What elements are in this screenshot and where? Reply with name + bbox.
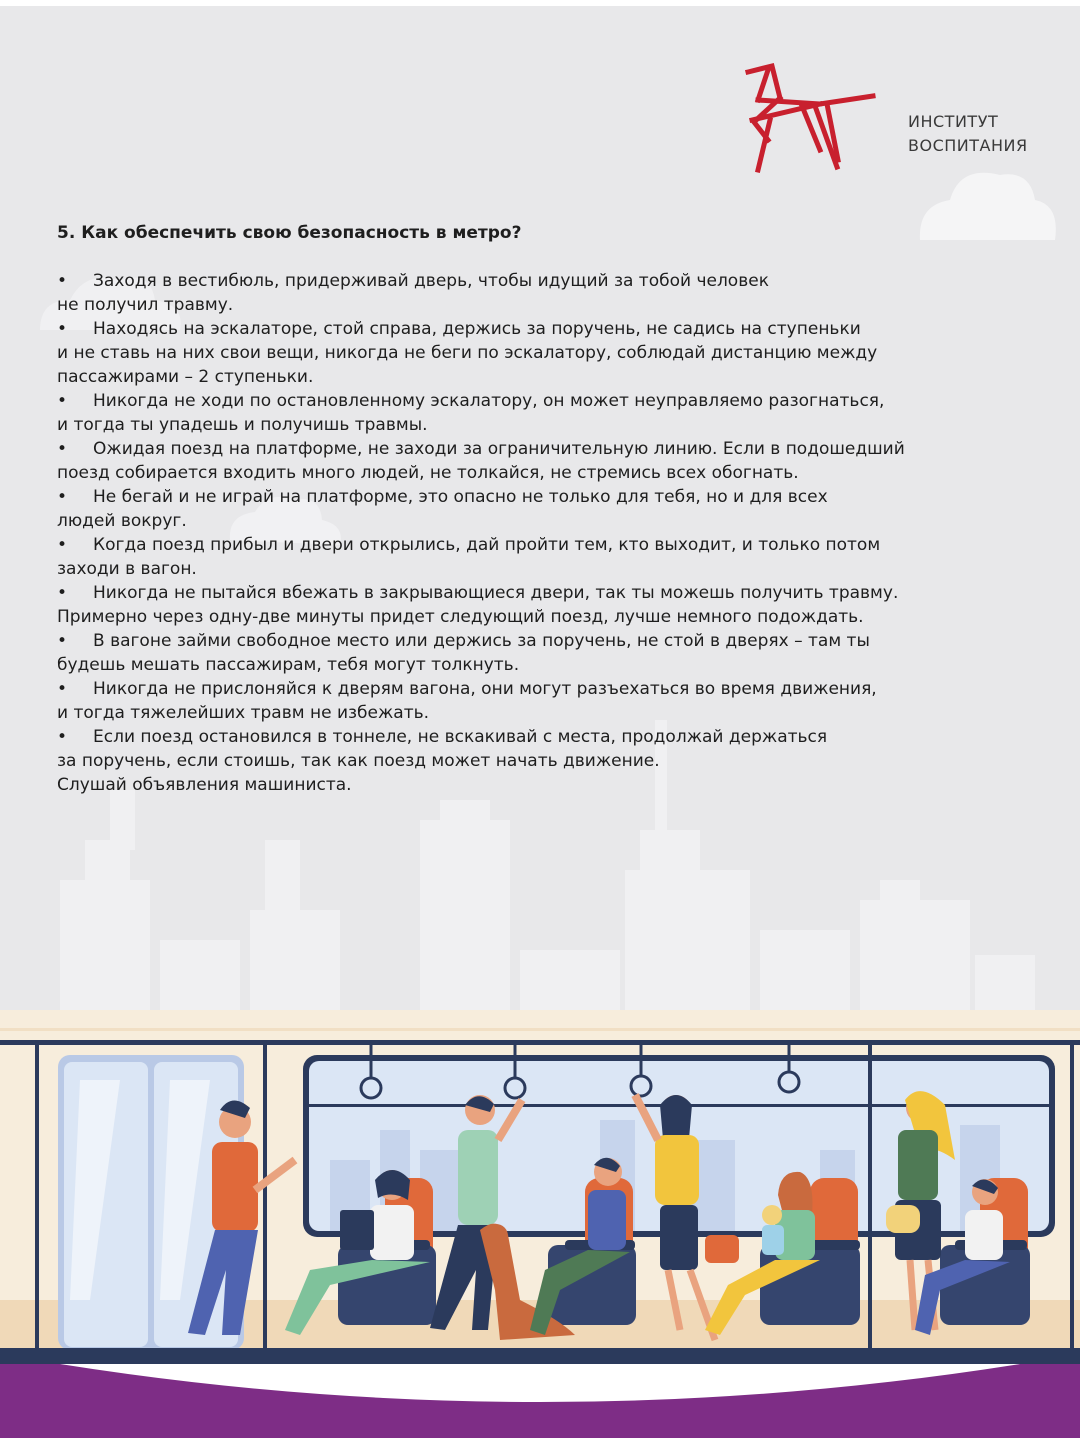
safety-rule-item xyxy=(57,317,1047,389)
safety-rule-continuation: поезд собирается входить много людей, не толкайся, не стремись всех обогнать. xyxy=(57,463,799,483)
bullet-icon: • xyxy=(57,583,68,603)
safety-rule-continuation: не получил травму. xyxy=(57,295,234,315)
safety-rule-continuation: пассажирами – 2 ступеньки. xyxy=(57,367,314,387)
safety-rule-continuation: будешь мешать пассажирам, тебя могут толкнуть. xyxy=(57,655,520,675)
safety-rule-item xyxy=(57,485,1047,533)
institute-name-line2: ВОСПИТАНИЯ xyxy=(908,136,1028,155)
safety-rule-text: Никогда не пытайся вбежать в закрывающиеся двери, так ты можешь получить травму. xyxy=(93,583,899,603)
metro-train-illustration xyxy=(0,1000,1080,1438)
safety-rule-first-line xyxy=(57,485,1047,509)
safety-rule-first-line xyxy=(57,533,1047,557)
safety-rule-continuation: заходи в вагон. xyxy=(57,559,197,579)
safety-rule-text: Никогда не ходи по остановленному эскалатору, он может неуправляемо разогнаться, xyxy=(93,391,885,411)
safety-rule-first-line xyxy=(57,725,1047,749)
safety-rule-text: Не бегай и не играй на платформе, это опасно не только для тебя, но и для всех xyxy=(93,487,828,507)
safety-rule-item xyxy=(57,389,1047,437)
safety-rule-text: Ожидая поезд на платформе, не заходи за ограничительную линию. Если в подошедший xyxy=(93,439,905,459)
closing-line: Слушай объявления машиниста. xyxy=(57,775,352,795)
safety-rule-text: Если поезд остановился в тоннеле, не вскакивай с места, продолжай держаться xyxy=(93,727,828,747)
institute-logo-icon xyxy=(740,60,880,175)
bullet-icon: • xyxy=(57,631,68,651)
safety-rule-text: Находясь на эскалаторе, стой справа, держись за поручень, не садись на ступеньки xyxy=(93,319,861,339)
safety-rule-item xyxy=(57,581,1047,629)
safety-rule-first-line xyxy=(57,677,1047,701)
safety-rule-text: Заходя в вестибюль, придерживай дверь, чтобы идущий за тобой человек xyxy=(93,271,769,291)
bullet-icon: • xyxy=(57,487,68,507)
safety-rule-text: Никогда не прислоняйся к дверям вагона, они могут разъехаться во время движения, xyxy=(93,679,877,699)
safety-rule-first-line xyxy=(57,269,1047,293)
safety-rule-first-line xyxy=(57,317,1047,341)
handrail-top xyxy=(0,1040,1080,1045)
safety-rule-continuation: Примерно через одну-две минуты придет следующий поезд, лучше немного подождать. xyxy=(57,607,864,627)
safety-rule-continuation: за поручень, если стоишь, так как поезд может начать движение. xyxy=(57,751,660,771)
safety-rule-continuation: и тогда тяжелейших травм не избежать. xyxy=(57,703,430,723)
bullet-icon: • xyxy=(57,439,68,459)
safety-rule-text: Когда поезд прибыл и двери открылись, дай пройти тем, кто выходит, и только потом xyxy=(93,535,881,555)
bullet-icon: • xyxy=(57,271,68,291)
safety-rule-first-line xyxy=(57,437,1047,461)
safety-rule-continuation: и тогда ты упадешь и получишь травмы. xyxy=(57,415,428,435)
train-floor-bar xyxy=(0,1348,1080,1364)
safety-rule-first-line xyxy=(57,389,1047,413)
institute-name-line1: ИНСТИТУТ xyxy=(908,112,999,131)
safety-rule-first-line xyxy=(57,581,1047,605)
safety-rule-text: В вагоне займи свободное место или держись за поручень, не стой в дверях – там ты xyxy=(93,631,870,651)
safety-rule-item xyxy=(57,677,1047,725)
section-heading: 5. Как обеспечить свою безопасность в метро? xyxy=(57,223,522,243)
bullet-icon: • xyxy=(57,391,68,411)
bullet-icon: • xyxy=(57,727,68,747)
safety-rule-continuation: людей вокруг. xyxy=(57,511,187,531)
safety-rules-list xyxy=(57,269,1047,773)
bullet-icon: • xyxy=(57,319,68,339)
safety-rule-item xyxy=(57,629,1047,677)
safety-rule-continuation: и не ставь на них свои вещи, никогда не беги по эскалатору, соблюдай дистанцию между xyxy=(57,343,878,363)
safety-rule-item xyxy=(57,437,1047,485)
main-text xyxy=(57,221,1047,797)
safety-rule-first-line xyxy=(57,629,1047,653)
safety-rule-item xyxy=(57,533,1047,581)
bullet-icon: • xyxy=(57,679,68,699)
safety-rule-item xyxy=(57,725,1047,773)
safety-rule-item xyxy=(57,269,1047,317)
institute-name xyxy=(908,110,1028,158)
bullet-icon: • xyxy=(57,535,68,555)
